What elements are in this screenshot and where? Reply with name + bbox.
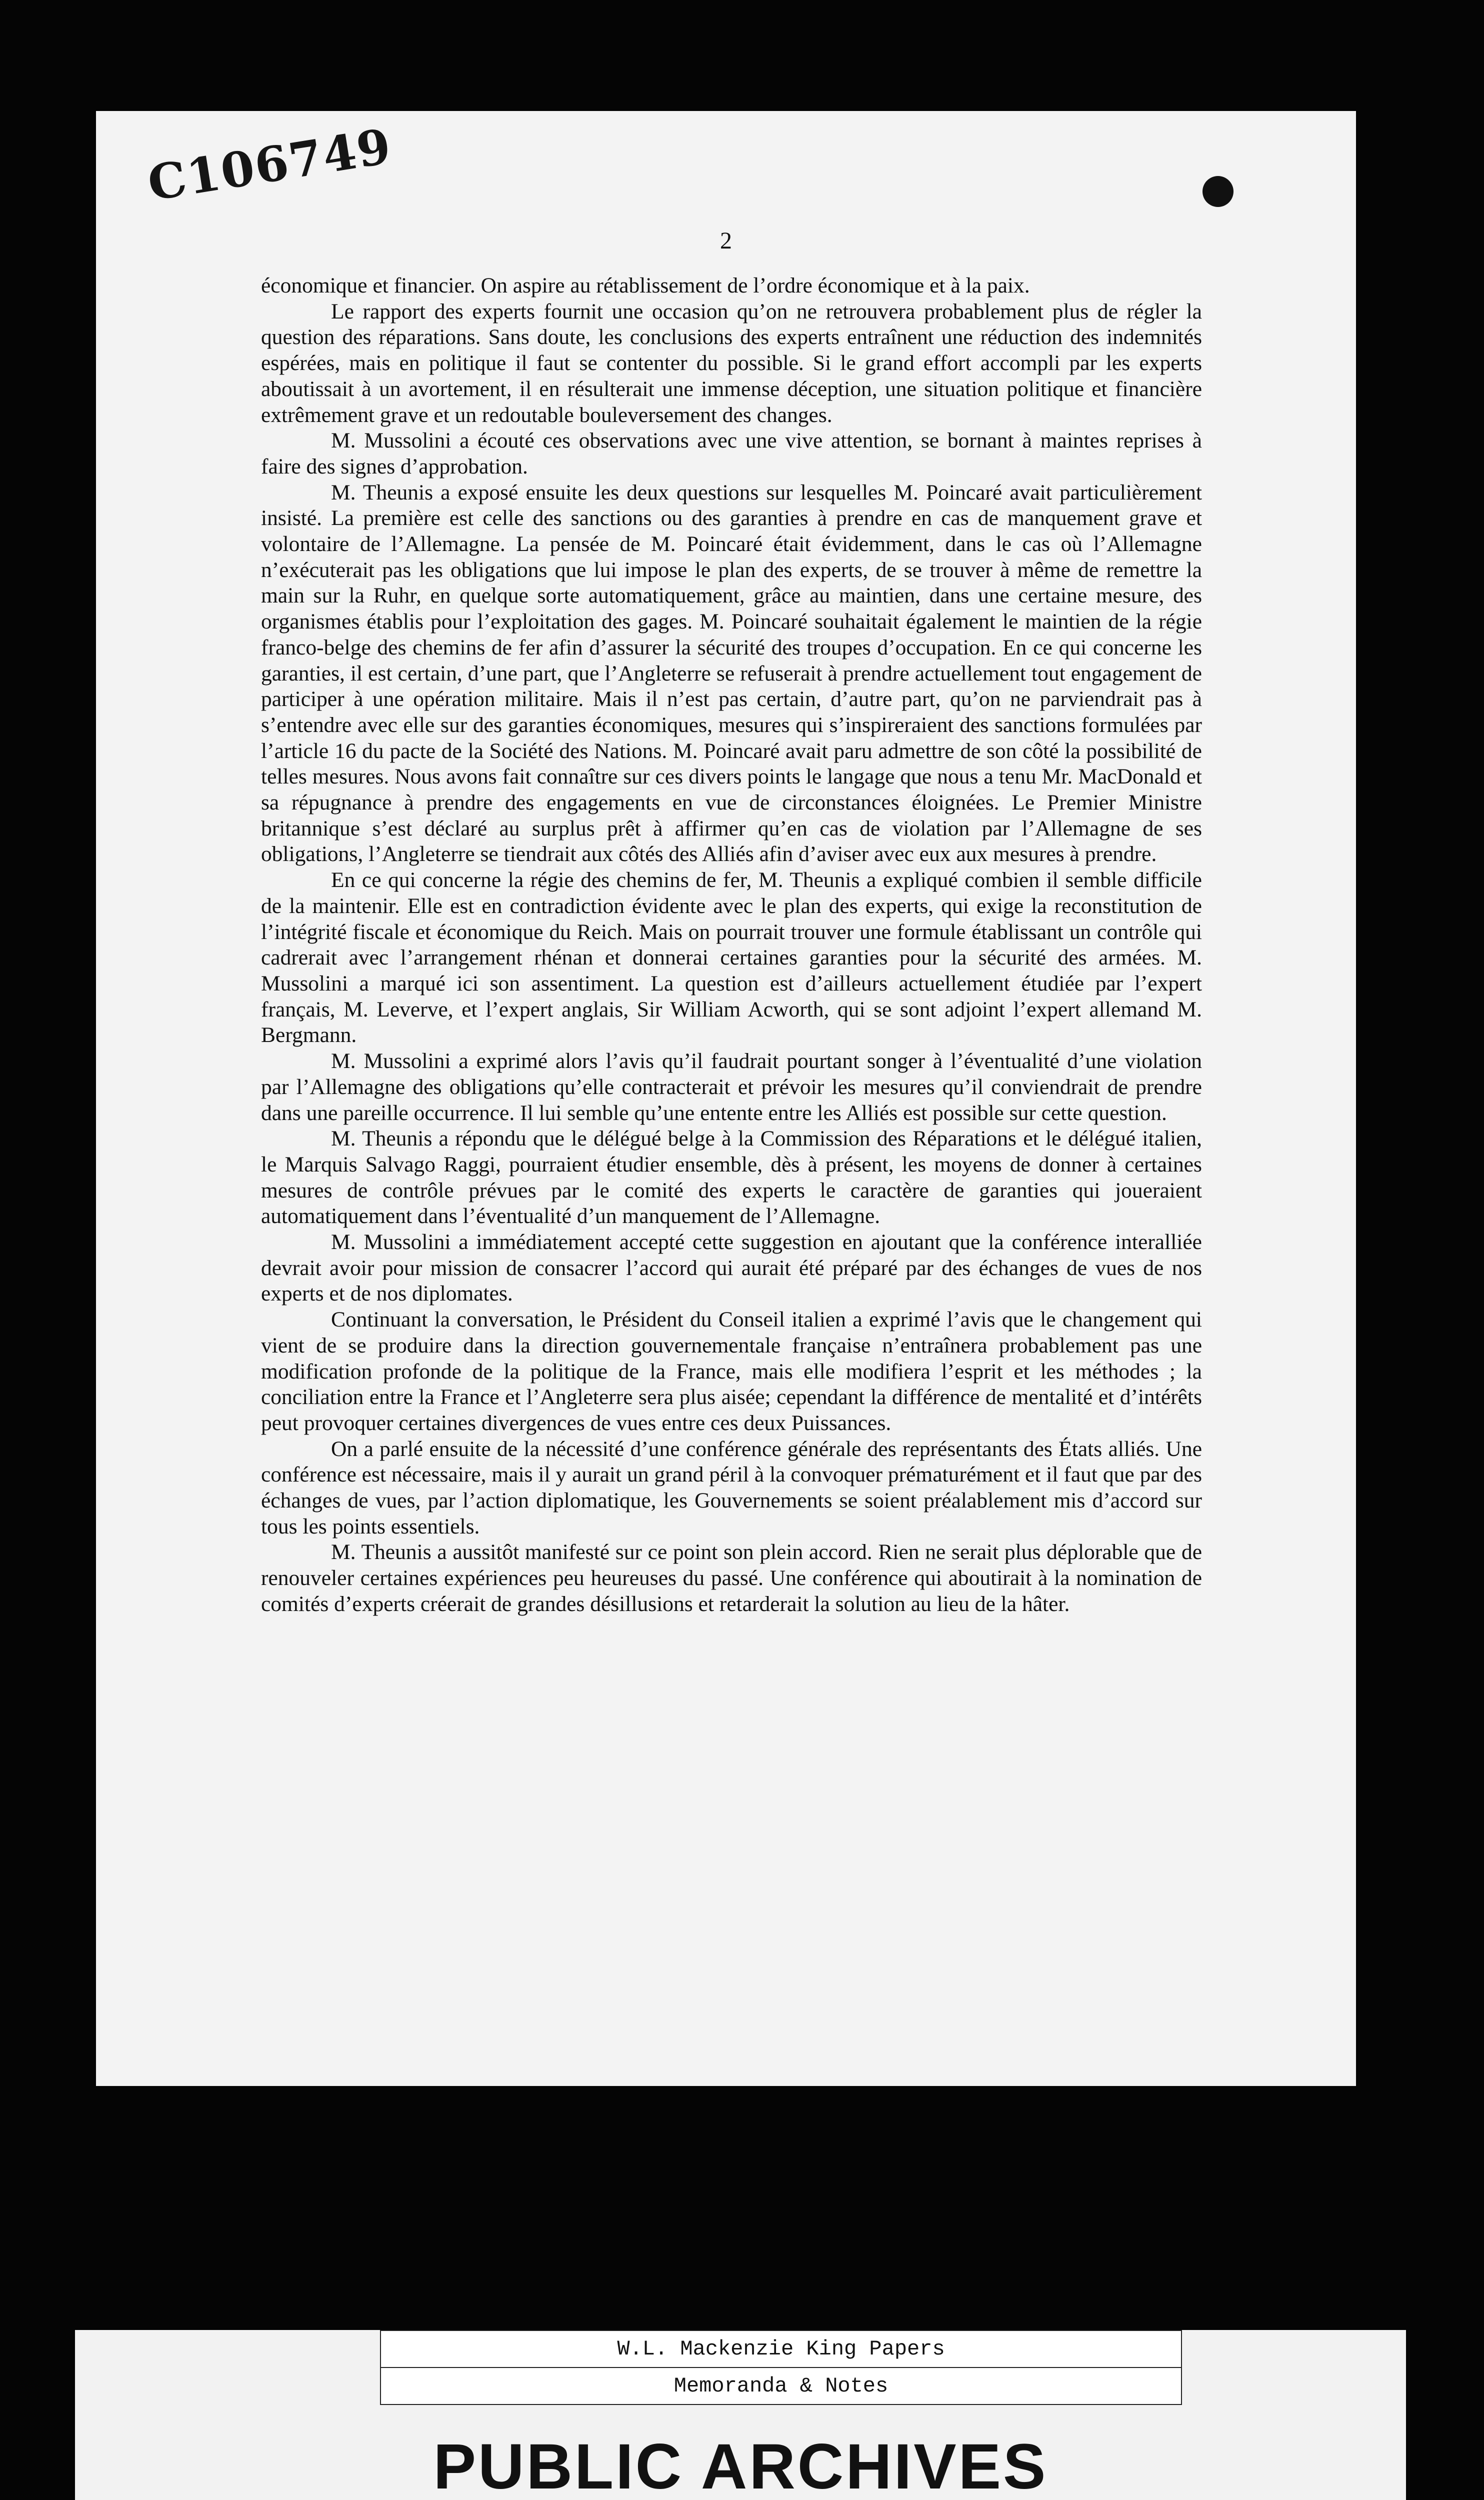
paragraph: Continuant la conversation, le Président du Conseil italien a exprimé l’avis que le changement qui vient de se produire dans la direction gouvernementale française n’entraînera probablement pas une modification profonde de la politique de la France, mais elle modifiera l’esprit et les méthodes ; la conciliation entre la France et l’Angleterre sera plus aisée; cependant la différence de mentalité et d’intérêts peut provoquer certaines divergences de vues entre ces deux Puissances. — [261, 1308, 1202, 1435]
paragraph: M. Mussolini a écouté ces observations avec une vive attention, se bornant à maintes reprises à faire des signes d’approbation. — [261, 428, 1202, 478]
document-page — [96, 111, 1356, 2086]
paragraph: Le rapport des experts fournit une occasion qu’on ne retrouvera probablement plus de régler la question des réparations. Sans doute, les conclusions des experts entraînent une réduction des indemnités espérées, mais en politique il faut se contenter du possible. Si le grand effort accompli par les experts aboutissait à un avortement, il en résulterait une immense déception, une situation politique et financière extrêmement grave et un redoutable bouleversement des changes. — [261, 299, 1202, 427]
paragraph: On a parlé ensuite de la nécessité d’une conférence générale des représentants des États alliés. Une conférence est nécessaire, mais il y aurait un grand péril à la convoquer prématurément et il faut que par des échanges de vues, par l’action diplomatique, les Gouvernements se soient préalablement mis d’accord sur tous les points essentiels. — [261, 1436, 1202, 1538]
paragraph: économique et financier. On aspire au rétablissement de l’ordre économique et à la paix. — [261, 274, 1030, 298]
body-text — [261, 273, 1202, 1618]
punch-hole — [1202, 176, 1234, 207]
collection-tag: W.L. Mackenzie King Papers — [380, 2330, 1182, 2368]
paragraph: M. Theunis a aussitôt manifesté sur ce point son plein accord. Rien ne serait plus déplorable que de renouveler certaines expériences peu heureuses du passé. Une conférence qui aboutirait à la nomination de comités d’experts créerait de grandes désillusions et retarderait la solution au lieu de la hâter. — [261, 1540, 1202, 1616]
archive-label — [75, 2330, 1406, 2500]
series-tag: Memoranda & Notes — [380, 2367, 1182, 2405]
paragraph: M. Theunis a exposé ensuite les deux questions sur lesquelles M. Poincaré avait particulièrement insisté. La première est celle des sanctions ou des garanties à prendre en cas de manquement grave et volontaire de l’Allemagne. La pensée de M. Poincaré était évidemment, dans le cas où l’Allemagne n’exécuterait pas les obligations que lui impose le plan des experts, de se trouver à même de remettre la main sur la Ruhr, en quelque sorte automatiquement, grâce au maintien, dans une certaine mesure, des organismes établis pour l’exploitation des gages. M. Poincaré souhaitait également le maintien de la régie franco-belge des chemins de fer afin d’assurer la sécurité des troupes d’occupation. En ce qui concerne les garanties, il est certain, d’une part, que l’Angleterre se refuserait à prendre actuellement tout engagement de participer à une opération militaire. Mais il n’est pas certain, d’autre part, qu’on ne parviendrait pas à s’entendre avec elle sur des garanties économiques, mesures qui s’inspireraient des sanctions formulées par l’article 16 du pacte de la Société des Nations. M. Poincaré avait paru admettre de son côté la possibilité de telles mesures. Nous avons fait connaître sur ces divers points le langage que nous a tenu Mr. MacDonald et sa répugnance à prendre des engagements en vue de circonstances éloignées. Le Premier Ministre britannique s’est déclaré au surplus prêt à affirmer qu’en cas de violation par l’Allemagne de ses obligations, l’Angleterre se tiendrait aux côtés des Alliés afin d’aviser avec eux aux mesures à prendre. — [261, 480, 1202, 866]
reference-number: C106749 — [144, 118, 396, 212]
paragraph: M. Theunis a répondu que le délégué belge à la Commission des Réparations et le délégué italien, le Marquis Salvago Raggi, pourraient étudier ensemble, dès à présent, les moyens de donner à certaines mesures de contrôle prévues par le comité des experts le caractère de garanties qui joueraient automatiquement dans l’éventualité d’un manquement de l’Allemagne. — [261, 1126, 1202, 1228]
archive-title-en: PUBLIC ARCHIVES — [433, 2431, 1048, 2500]
paragraph: En ce qui concerne la régie des chemins de fer, M. Theunis a expliqué combien il semble difficile de la maintenir. Elle est en contradiction évidente avec le plan des experts, qui exige la reconstitution de l’intégrité fiscale et économique du Reich. Mais on pourrait trouver une formule établissant un contrôle qui cadrerait avec l’arrangement rhénan et donnerai certaines garanties pour la sécurité des armées. M. Mussolini a marqué ici son assentiment. La question est d’ailleurs actuellement étudiée par l’expert français, M. Leverve, et l’expert anglais, Sir William Acworth, qui se sont adjoint l’expert allemand M. Bergmann. — [261, 868, 1202, 1048]
paragraph: M. Mussolini a exprimé alors l’avis qu’il faudrait pourtant songer à l’éventualité d’une violation par l’Allemagne des obligations qu’elle contracterait et prévoir les mesures qu’il conviendrait de prendre dans une pareille occurrence. Il lui semble qu’une entente entre les Alliés est possible sur cette question. — [261, 1049, 1202, 1125]
page-number: 2 — [720, 228, 732, 254]
paragraph: M. Mussolini a immédiatement accepté cette suggestion en ajoutant que la conférence interalliée devrait avoir pour mission de consacrer l’accord qui aurait été préparé par des échanges de vues de nos experts et de nos diplomates. — [261, 1230, 1202, 1306]
